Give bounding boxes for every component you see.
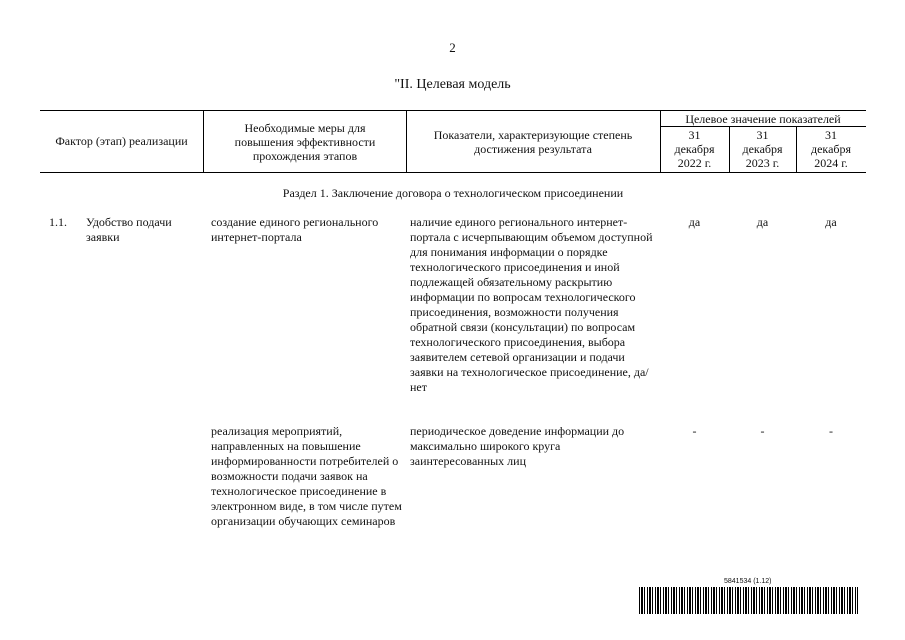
row-1-value-2024: да bbox=[825, 215, 837, 229]
row-2-value-2022: - bbox=[692, 424, 697, 438]
row-1-value-2023: да bbox=[756, 215, 769, 229]
row-1-number: 1.1. bbox=[49, 215, 67, 229]
col-divider-1 bbox=[203, 110, 204, 172]
row-1-value-2022: да bbox=[688, 215, 701, 229]
row-2-indicator: периодическое доведение информации до максимально широкого круга заинтересованных лиц bbox=[410, 424, 625, 468]
barcode-image bbox=[639, 587, 858, 614]
header-year-2022: 31 декабря 2022 г. bbox=[674, 128, 715, 170]
target-group-border bbox=[660, 126, 866, 127]
page-number: 2 bbox=[449, 40, 456, 55]
row-2-measure: реализация мероприятий, направленных на повышение информированности потребителей о возможности подачи заявок на технологическое присоединение в электронном виде, в том числе путем организации обучающих семинаров bbox=[211, 424, 402, 528]
row-2-value-2023: - bbox=[760, 424, 765, 438]
header-target-values: Целевое значение показателей bbox=[685, 112, 841, 126]
section-heading: Раздел 1. Заключение договора о технологическом присоединении bbox=[282, 186, 624, 200]
barcode-number: 5841534 (1.12) bbox=[724, 578, 772, 585]
header-measures: Необходимые меры для повышения эффективности прохождения этапов bbox=[234, 121, 376, 163]
row-1-indicator: наличие единого регионального интернет-портала с исчерпывающим объемом доступной для понимания информации о порядке технологического присоединения и иной подлежащей обязательному раскрытию информации по вопросам технологического присоединения, возможности получения обратной связи (консультации) по вопросам технологического присоединения, выбора заявителем сетевой организации и подачи заявки на технологическое присоединение, да/нет bbox=[410, 215, 653, 394]
row-2-value-2024: - bbox=[829, 424, 833, 438]
table-top-border bbox=[40, 110, 866, 111]
row-1-factor: Удобство подачи заявки bbox=[86, 215, 172, 244]
row-1-measure: создание единого регионального интернет-портала bbox=[211, 215, 379, 244]
header-year-2023: 31 декабря 2023 г. bbox=[742, 128, 783, 170]
header-factor: Фактор (этап) реализации bbox=[55, 134, 188, 148]
page-title: "II. Целевая модель bbox=[394, 77, 511, 92]
header-year-2024: 31 декабря 2024 г. bbox=[810, 128, 852, 170]
table-header-bottom-border bbox=[40, 172, 866, 173]
col-divider-2 bbox=[406, 110, 407, 172]
header-indicators: Показатели, характеризующие степень достижения результата bbox=[433, 128, 633, 156]
